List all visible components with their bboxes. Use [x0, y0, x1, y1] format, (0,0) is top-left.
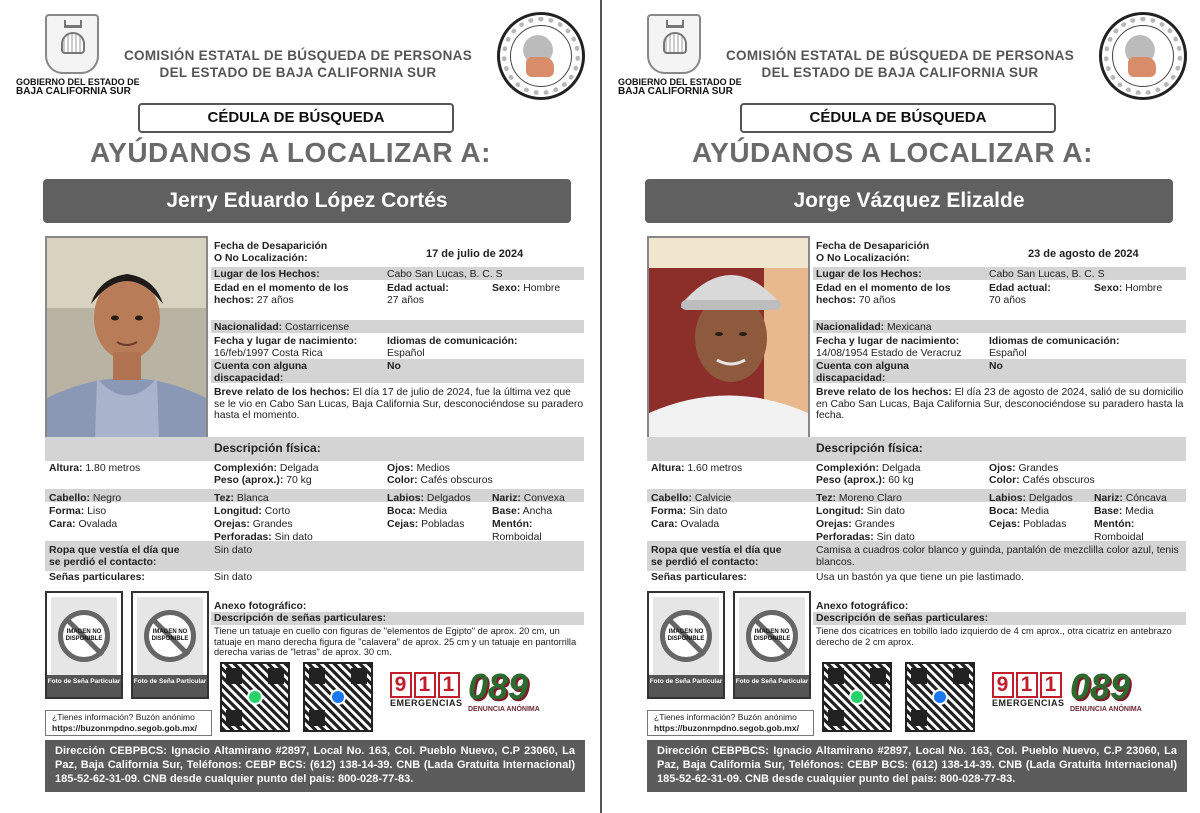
text-forma: Sin dato	[689, 506, 728, 517]
text-nacionalidad: Costarricense	[285, 322, 350, 333]
label-senas: Señas particulares:	[651, 572, 747, 583]
emergency-911-logo	[992, 672, 1065, 708]
footer-address: Dirección CEBPBCS: Ignacio Altamirano #2897, Local No. 163, Col. Pueblo Nuevo, C.P 23060, La Paz, Baja California Sur, Teléfonos: CEBP BCS: (612) 138-14-39. CNB (Lada Gratuita Internacional) 185-52-62-31-09. CNB desde cualquier punto del país: 800-028-77-83.	[647, 740, 1187, 792]
label-idiomas: Idiomas de comunicación:	[387, 336, 518, 347]
text-cara: Ovalada	[680, 519, 720, 530]
text-lbl-base: Base:	[1094, 506, 1123, 517]
text-gov-name-line1: GOBIERNO DEL ESTADO DE	[618, 77, 742, 87]
label-edad-hechos: Edad en el momento de los	[214, 283, 349, 294]
no-image-placeholder-1	[647, 591, 725, 699]
text-ojos: Grandes	[1018, 463, 1059, 474]
value-peso	[816, 475, 914, 487]
label-lugar: Lugar de los Hechos:	[214, 269, 320, 280]
text-commission-line1: COMISIÓN ESTATAL DE BÚSQUEDA DE PERSONAS	[123, 48, 473, 63]
text-orejas: Grandes	[252, 519, 293, 530]
qr-code-1[interactable]	[220, 662, 290, 732]
text-lbl-complexion: Complexión:	[214, 463, 277, 474]
text-2: 1	[1040, 672, 1062, 698]
text-1: 1	[1016, 672, 1038, 698]
text-perforadas: Sin dato	[274, 532, 313, 543]
value-ojos	[387, 463, 450, 475]
text-lbl-boca: Boca:	[989, 506, 1018, 517]
text-lbl-labios: Labios:	[989, 493, 1026, 504]
value-senas: Sin dato	[214, 572, 253, 583]
relato-hechos	[816, 387, 1186, 422]
search-card-right	[600, 0, 1200, 813]
text-lbl-forma: Forma:	[651, 506, 687, 517]
value-boca	[387, 506, 447, 518]
value-idiomas: Español	[387, 348, 425, 359]
text-lbl-longitud: Longitud:	[214, 506, 262, 517]
cedula-title: CÉDULA DE BÚSQUEDA	[138, 103, 454, 133]
text-sexo: Hombre	[1125, 283, 1163, 294]
value-base	[1094, 506, 1154, 518]
value-complexion	[214, 463, 319, 475]
call-to-action-heading: AYÚDANOS A LOCALIZAR A:	[692, 137, 1093, 168]
label-edad-actual: Edad actual:	[989, 283, 1051, 294]
text-lbl-complexion: Complexión:	[816, 463, 879, 474]
text-lbl-nacionalidad: Nacionalidad:	[214, 322, 283, 333]
value-sexo	[492, 283, 560, 295]
anonymous-089-logo	[468, 668, 540, 713]
text-edad-hechos: 27 años	[256, 295, 294, 306]
label-fecha-desaparicion: Fecha de Desaparición	[214, 241, 328, 252]
text-e089-label: DENUNCIA ANÓNIMA	[468, 706, 540, 713]
text-nacionalidad: Mexicana	[887, 322, 932, 333]
label-edad-hechos: Edad en el momento de los	[816, 283, 951, 294]
value-ropa: Camisa a cuadros color blanco y guinda, pantalón de mezclilla color azul, tenis blancos.	[816, 545, 1179, 568]
text-lbl-altura: Altura:	[651, 463, 685, 474]
text-lbl-base: Base:	[492, 506, 521, 517]
qr-code-1[interactable]	[822, 662, 892, 732]
value-orejas	[816, 519, 895, 531]
text-complexion: Delgada	[279, 463, 319, 474]
label-fecha-nacimiento: Fecha y lugar de nacimiento:	[816, 336, 960, 347]
value-discapacidad: No	[387, 361, 401, 372]
text-lbl-hechos: hechos:	[214, 295, 254, 306]
text-buzon-line1: ¿Tienes información? Buzón anónimo	[52, 712, 195, 722]
text-color: Cafés obscuros	[1022, 475, 1095, 486]
value-labios	[387, 493, 471, 505]
text-noimg-text: IMAGEN NO DISPONIBLE	[65, 629, 103, 642]
label-anexo: Anexo fotográfico:	[214, 601, 307, 612]
text-lbl-discap2: discapacidad:	[214, 372, 284, 384]
text-nariz: Convexa	[523, 493, 565, 504]
text-lbl-boca: Boca:	[387, 506, 416, 517]
text-color: Cafés obscuros	[420, 475, 493, 486]
value-perforadas	[816, 532, 915, 544]
state-coat-of-arms-logo	[647, 14, 701, 74]
value-discapacidad: No	[989, 361, 1003, 372]
label-menton: Mentón:	[492, 519, 533, 530]
anonymous-mailbox[interactable]	[45, 710, 212, 736]
emergency-911-logo	[390, 672, 463, 708]
person-name: Jerry Eduardo López Cortés	[43, 179, 571, 223]
text-labios: Delgados	[1028, 493, 1073, 504]
text-0: 9	[992, 672, 1014, 698]
label-edad-actual: Edad actual:	[387, 283, 449, 294]
no-image-placeholder-2	[733, 591, 811, 699]
text-e089-digits: 089	[1070, 666, 1131, 707]
text-cejas: Pobladas	[1023, 519, 1067, 530]
text-buzon-line2: https://buzonrnpdno.segob.gob.mx/	[52, 723, 197, 733]
value-base	[492, 506, 552, 518]
value-fecha: 23 de agosto de 2024	[1028, 248, 1139, 260]
text-lbl-ropa2: se perdió el contacto:	[651, 556, 759, 568]
label-senas: Señas particulares:	[49, 572, 145, 583]
text-0: 9	[390, 672, 412, 698]
text-lbl-ropa1: Ropa que vestía el día que	[651, 545, 782, 556]
value-fecha: 17 de julio de 2024	[426, 248, 524, 260]
value-fecha-nacimiento: 14/08/1954 Estado de Veracruz	[816, 348, 962, 359]
text-ojos: Medios	[416, 463, 450, 474]
value-lugar: Cabo San Lucas, B. C. S	[387, 269, 503, 280]
value-edad-actual: 27 años	[387, 295, 424, 306]
label-discapacidad	[816, 361, 909, 384]
value-forma	[651, 506, 727, 518]
label-anexo: Anexo fotográfico:	[816, 601, 909, 612]
text-longitud: Sin dato	[866, 506, 905, 517]
text-lbl-orejas: Orejas:	[214, 519, 250, 530]
person-name: Jorge Vázquez Elizalde	[645, 179, 1173, 223]
value-boca	[989, 506, 1049, 518]
value-nariz	[492, 493, 565, 505]
text-sexo: Hombre	[523, 283, 561, 294]
text-gov-name-line1: GOBIERNO DEL ESTADO DE	[16, 77, 140, 87]
label-descripcion-fisica: Descripción física:	[214, 441, 321, 455]
text-lbl-cejas: Cejas:	[387, 519, 419, 530]
value-cabello	[49, 493, 121, 505]
text-lbl-ojos: Ojos:	[387, 463, 414, 474]
text-lbl-ropa2: se perdió el contacto:	[49, 556, 157, 568]
call-to-action-heading: AYÚDANOS A LOCALIZAR A:	[90, 137, 491, 168]
value-tez	[816, 493, 902, 505]
value-cara	[651, 519, 719, 531]
text-noimg-caption: Foto de Seña Particular	[649, 675, 723, 697]
text-e089-label: DENUNCIA ANÓNIMA	[1070, 706, 1142, 713]
label-no-localizacion: O No Localización:	[214, 253, 308, 264]
text-lbl-peso: Peso (aprox.):	[816, 475, 886, 486]
text-tez: Blanca	[236, 493, 269, 504]
label-fecha-nacimiento: Fecha y lugar de nacimiento:	[214, 336, 358, 347]
value-senas: Usa un bastón ya que tiene un pie lastimado.	[816, 572, 1024, 583]
commission-title	[710, 47, 1090, 81]
value-tez	[214, 493, 269, 505]
cedula-title: CÉDULA DE BÚSQUEDA	[740, 103, 1056, 133]
text-lbl-labios: Labios:	[387, 493, 424, 504]
text-commission-line1: COMISIÓN ESTATAL DE BÚSQUEDA DE PERSONAS	[725, 48, 1075, 63]
person-photo	[45, 236, 208, 442]
commission-seal-logo	[497, 12, 585, 100]
qr-code-2[interactable]	[905, 662, 975, 732]
value-cejas	[387, 519, 464, 531]
text-lbl-relato: Breve relato de los hechos:	[816, 387, 952, 398]
label-idiomas: Idiomas de comunicación:	[989, 336, 1120, 347]
qr-code-2[interactable]	[303, 662, 373, 732]
text-cabello: Calvicie	[694, 493, 732, 504]
value-longitud	[214, 506, 290, 518]
text-lbl-forma: Forma:	[49, 506, 85, 517]
text-buzon-line1: ¿Tienes información? Buzón anónimo	[654, 712, 797, 722]
value-color-ojos	[387, 475, 493, 487]
text-lbl-color: Color:	[989, 475, 1020, 486]
text-lbl-cara: Cara:	[49, 519, 76, 530]
value-lugar: Cabo San Lucas, B. C. S	[989, 269, 1105, 280]
text-tez: Moreno Claro	[838, 493, 902, 504]
text-lbl-ropa1: Ropa que vestía el día que	[49, 545, 180, 556]
text-base: Ancha	[522, 506, 553, 517]
text-lbl-cabello: Cabello:	[651, 493, 692, 504]
text-1: 1	[414, 672, 436, 698]
text-gov-name-line2: BAJA CALIFORNIA SUR	[16, 86, 131, 97]
text-lbl-color: Color:	[387, 475, 418, 486]
text-gov-name-line2: BAJA CALIFORNIA SUR	[618, 86, 733, 97]
no-image-placeholder-1	[45, 591, 123, 699]
text-lbl-ojos: Ojos:	[989, 463, 1016, 474]
text-noimg-text: IMAGEN NO DISPONIBLE	[753, 629, 791, 642]
text-nariz: Cóncava	[1125, 493, 1167, 504]
value-perforadas	[214, 532, 313, 544]
value-ropa: Sin dato	[214, 545, 253, 556]
value-desc-senas: Tiene un tatuaje en cuello con figuras de "elementos de Egipto" de aprox. 20 cm, un tatuaje en mano derecha figura de "calavera" de aprox. 25 cm y un tatuaje en pantorrilla derecha varias de "letras" de aprox. 30 cm.	[214, 626, 577, 657]
text-lbl-perforadas: Perforadas:	[214, 532, 272, 543]
value-altura	[651, 463, 742, 475]
value-orejas	[214, 519, 293, 531]
text-altura: 1.60 metros	[687, 463, 743, 474]
no-image-placeholder-2	[131, 591, 209, 699]
anonymous-mailbox[interactable]	[647, 710, 814, 736]
text-2: 1	[438, 672, 460, 698]
text-e911-label: EMERGENCIAS	[390, 698, 463, 708]
text-relato: El día 17 de julio de 2024, fue la última vez que se le vio en Cabo San Lucas, Baja California Sur, desconociéndose su paradero hasta el momento.	[214, 387, 584, 421]
text-forma: Liso	[87, 506, 107, 517]
value-cabello	[651, 493, 731, 505]
label-discapacidad	[214, 361, 307, 384]
footer-address: Dirección CEBPBCS: Ignacio Altamirano #2897, Local No. 163, Col. Pueblo Nuevo, C.P 23060, La Paz, Baja California Sur, Teléfonos: CEBP BCS: (612) 138-14-39. CNB (Lada Gratuita Internacional) 185-52-62-31-09. CNB desde cualquier punto del país: 800-028-77-83.	[45, 740, 585, 792]
text-perforadas: Sin dato	[876, 532, 915, 543]
label-descripcion-fisica: Descripción física:	[816, 441, 923, 455]
text-commission-line2: DEL ESTADO DE BAJA CALIFORNIA SUR	[159, 65, 437, 80]
value-idiomas: Español	[989, 348, 1027, 359]
value-fecha-nacimiento: 16/feb/1997 Costa Rica	[214, 348, 323, 359]
text-lbl-discap1: Cuenta con alguna	[816, 361, 909, 372]
text-lbl-nacionalidad: Nacionalidad:	[816, 322, 885, 333]
value-altura	[49, 463, 140, 475]
value-color-ojos	[989, 475, 1095, 487]
value-desc-senas: Tiene dos cicatrices en tobillo lado izquierdo de 4 cm aprox., otra cicatriz en antebrazo derecho de 2 cm aprox.	[816, 626, 1172, 647]
text-lbl-sexo: Sexo:	[1094, 283, 1123, 294]
label-menton: Mentón:	[1094, 519, 1135, 530]
commission-seal-logo	[1099, 12, 1187, 100]
text-lbl-discap1: Cuenta con alguna	[214, 361, 307, 372]
value-edad-actual: 70 años	[989, 295, 1026, 306]
anonymous-089-logo	[1070, 668, 1142, 713]
state-coat-of-arms-logo	[45, 14, 99, 74]
text-e911-label: EMERGENCIAS	[992, 698, 1065, 708]
text-boca: Media	[1020, 506, 1050, 517]
text-commission-line2: DEL ESTADO DE BAJA CALIFORNIA SUR	[761, 65, 1039, 80]
text-lbl-discap2: discapacidad:	[816, 372, 886, 384]
label-fecha-desaparicion: Fecha de Desaparición	[816, 241, 930, 252]
text-noimg-caption: Foto de Seña Particular	[735, 675, 809, 697]
text-buzon-line2: https://buzonrnpdno.segob.gob.mx/	[654, 723, 799, 733]
text-lbl-cejas: Cejas:	[989, 519, 1021, 530]
text-lbl-nariz: Nariz:	[1094, 493, 1123, 504]
value-longitud	[816, 506, 905, 518]
text-lbl-hechos: hechos:	[816, 295, 856, 306]
text-boca: Media	[418, 506, 448, 517]
text-peso: 60 kg	[888, 475, 914, 486]
text-noimg-caption: Foto de Seña Particular	[47, 675, 121, 697]
value-labios	[989, 493, 1073, 505]
text-orejas: Grandes	[854, 519, 895, 530]
text-cara: Ovalada	[78, 519, 118, 530]
text-lbl-perforadas: Perforadas:	[816, 532, 874, 543]
text-altura: 1.80 metros	[85, 463, 141, 474]
value-ojos	[989, 463, 1058, 475]
text-peso: 70 kg	[286, 475, 312, 486]
text-lbl-sexo: Sexo:	[492, 283, 521, 294]
text-lbl-relato: Breve relato de los hechos:	[214, 387, 350, 398]
value-edad-hechos	[816, 295, 896, 307]
value-complexion	[816, 463, 921, 475]
value-menton: Romboidal	[492, 532, 542, 543]
value-cejas	[989, 519, 1066, 531]
commission-title	[108, 47, 488, 81]
value-forma	[49, 506, 106, 518]
text-lbl-tez: Tez:	[816, 493, 837, 504]
label-no-localizacion: O No Localización:	[816, 253, 910, 264]
text-complexion: Delgada	[881, 463, 921, 474]
value-nacionalidad	[214, 322, 349, 334]
text-base: Media	[1125, 506, 1154, 517]
label-lugar: Lugar de los Hechos:	[816, 269, 922, 280]
text-lbl-cabello: Cabello:	[49, 493, 90, 504]
label-desc-senas: Descripción de señas particulares:	[816, 613, 989, 624]
text-longitud: Corto	[264, 506, 291, 517]
text-noimg-text: IMAGEN NO DISPONIBLE	[151, 629, 189, 642]
value-edad-hechos	[214, 295, 294, 307]
text-lbl-nariz: Nariz:	[492, 493, 521, 504]
value-menton: Romboidal	[1094, 532, 1144, 543]
text-lbl-peso: Peso (aprox.):	[214, 475, 284, 486]
text-e089-digits: 089	[468, 666, 529, 707]
text-lbl-longitud: Longitud:	[816, 506, 864, 517]
text-lbl-tez: Tez:	[214, 493, 235, 504]
label-desc-senas: Descripción de señas particulares:	[214, 613, 387, 624]
text-cejas: Pobladas	[421, 519, 465, 530]
text-relato: El día 23 de agosto de 2024, salió de su domicilio en Cabo San Lucas, Baja California Sur, desconociéndose su paradero hasta la fecha.	[816, 387, 1184, 421]
text-edad-hechos: 70 años	[858, 295, 896, 306]
value-cara	[49, 519, 117, 531]
text-lbl-altura: Altura:	[49, 463, 83, 474]
text-cabello: Negro	[92, 493, 122, 504]
text-lbl-cara: Cara:	[651, 519, 678, 530]
value-sexo	[1094, 283, 1162, 295]
value-nariz	[1094, 493, 1167, 505]
text-noimg-text: IMAGEN NO DISPONIBLE	[667, 629, 705, 642]
person-photo	[647, 236, 810, 442]
text-lbl-orejas: Orejas:	[816, 519, 852, 530]
value-peso	[214, 475, 312, 487]
value-nacionalidad	[816, 322, 932, 334]
relato-hechos	[214, 387, 584, 422]
text-labios: Delgados	[426, 493, 471, 504]
text-noimg-caption: Foto de Seña Particular	[133, 675, 207, 697]
label-ropa	[49, 545, 180, 568]
label-ropa	[651, 545, 782, 568]
